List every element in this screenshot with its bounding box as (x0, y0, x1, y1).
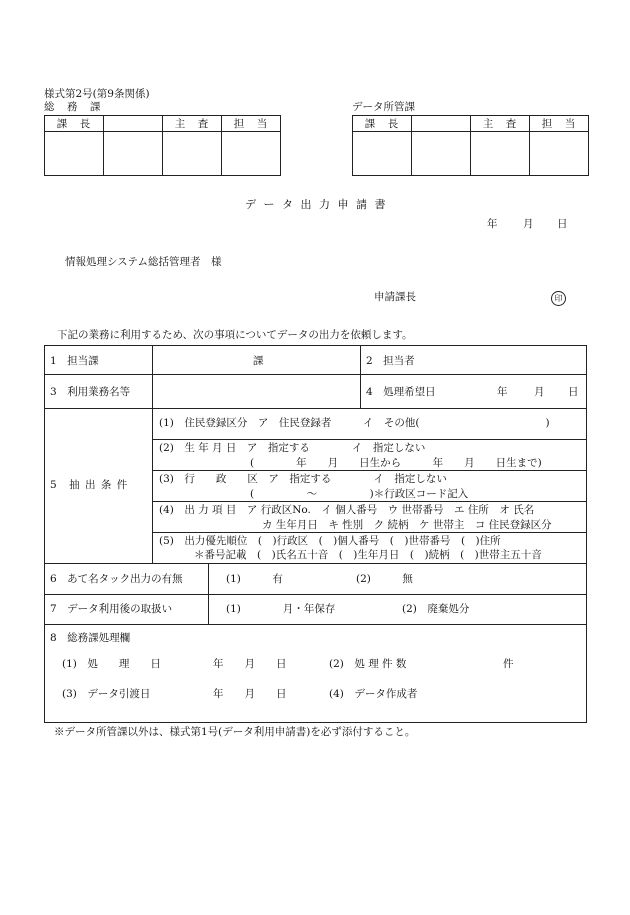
cond-birthdate-range: ( 年 月 日生から 年 月 日生まで) (250, 457, 542, 469)
applicant-label: 申請課長 (374, 291, 416, 303)
subrow-divider (152, 470, 587, 471)
data-creator-label: (4) データ作成者 (329, 688, 418, 700)
cond-output-items-2: カ 生年月日 キ 性別 ク 続柄 ケ 世帯主 コ 住民登録区分 (262, 519, 552, 531)
label-tack-output: 6 あて名タック出力の有無 (50, 573, 183, 585)
desired-month[interactable]: 月 (534, 386, 545, 398)
label-desired-date: 4 処理希望日 (366, 386, 436, 398)
processing-date-label: (1) 処 理 日 (62, 658, 161, 670)
row-divider (44, 408, 587, 409)
cond-birthdate: (2) 生 年 月 日 ア 指定する イ 指定しない (159, 442, 426, 454)
stamp-cell[interactable] (530, 132, 589, 176)
stamp-cell[interactable] (104, 132, 163, 176)
document-title: デ ー タ 出 力 申 請 書 (245, 198, 388, 211)
cond-priority-2: ＊番号記載 ( )氏名五十音 ( )生年月日 ( )続柄 ( )世帯主五十音 (194, 549, 542, 561)
stamp-cell[interactable] (471, 132, 530, 176)
stamp-cell[interactable] (45, 132, 104, 176)
processing-date-value[interactable]: 年 月 日 (213, 658, 287, 670)
approval-head-staff: 担 当 (530, 116, 589, 132)
approval-head-supervisor: 主 査 (471, 116, 530, 132)
form-number: 様式第2号(第9条関係) (44, 88, 150, 100)
stamp-cell[interactable] (222, 132, 281, 176)
desired-year[interactable]: 年 (497, 386, 508, 398)
cond-ward: (3) 行 政 区 ア 指定する イ 指定しない (159, 473, 447, 485)
processing-count-unit[interactable]: 件 (503, 658, 514, 670)
subrow-divider (152, 501, 587, 502)
left-dept-label: 総 務 課 (44, 101, 102, 113)
label-after-use: 7 データ利用後の取扱い (50, 603, 173, 615)
col-divider (360, 345, 361, 408)
subrow-divider (152, 439, 587, 440)
processing-count-label: (2) 処 理 件 数 (329, 658, 407, 670)
tack-option-yes[interactable]: (1) 有 (226, 573, 283, 585)
after-use-dispose[interactable]: (2) 廃棄処分 (402, 603, 470, 615)
after-use-keep[interactable]: (1) 月・年保存 (226, 603, 336, 615)
stamp-cell[interactable] (412, 132, 471, 176)
stamp-cell[interactable] (353, 132, 412, 176)
approval-table-left (44, 115, 281, 176)
intro-text: 下記の業務に利用するため、次の事項についてデータの出力を依頼します。 (57, 329, 413, 341)
approval-head-staff: 担 当 (222, 116, 281, 132)
date-month[interactable]: 月 (523, 218, 534, 230)
label-person: 2 担当者 (366, 355, 415, 367)
label-section: 1 担当課 (50, 355, 99, 367)
cond-priority: (5) 出力優先順位 ( )行政区 ( )個人番号 ( )世帯番号 ( )住所 (159, 535, 501, 547)
stamp-cell[interactable] (163, 132, 222, 176)
approval-head-chief: 課 長 (45, 116, 104, 132)
row-divider (44, 624, 587, 625)
approval-table-right (352, 115, 589, 176)
label-business-name: 3 利用業務名等 (50, 386, 131, 398)
approval-head-chief: 課 長 (353, 116, 412, 132)
desired-day[interactable]: 日 (568, 386, 579, 398)
handover-date-value[interactable]: 年 月 日 (213, 688, 287, 700)
right-dept-label: データ所管課 (352, 101, 415, 113)
handover-date-label: (3) データ引渡日 (62, 688, 151, 700)
label-general-affairs: 8 総務課処理欄 (50, 632, 131, 644)
date-year[interactable]: 年 (487, 218, 498, 230)
approval-head-blank (104, 116, 163, 132)
addressee: 情報処理システム総括管理者 様 (65, 256, 222, 268)
approval-head-blank (412, 116, 471, 132)
cond-registration: (1) 住民登録区分 ア 住民登録者 イ その他( ) (159, 417, 550, 429)
col-divider (152, 345, 153, 563)
row-divider (44, 374, 587, 375)
cond-ward-range: ( ～ )＊行政区コード記入 (250, 488, 469, 500)
col-divider (208, 563, 209, 624)
cond-output-items: (4) 出 力 項 目 ア 行政区No. イ 個人番号 ウ 世帯番号 エ 住所 オ 氏名 (159, 504, 535, 516)
seal-icon: 印 (551, 291, 566, 306)
footnote: ※データ所管課以外は、様式第1号(データ利用申請書)を必ず添付すること。 (54, 726, 416, 738)
date-day[interactable]: 日 (557, 218, 568, 230)
tack-option-no[interactable]: (2) 無 (356, 573, 413, 585)
approval-head-supervisor: 主 査 (163, 116, 222, 132)
row-divider (44, 594, 587, 595)
label-extraction: 5 抽 出 条 件 (50, 479, 129, 491)
subrow-divider (152, 532, 587, 533)
row-divider (44, 563, 587, 564)
section-suffix: 課 (253, 355, 264, 367)
